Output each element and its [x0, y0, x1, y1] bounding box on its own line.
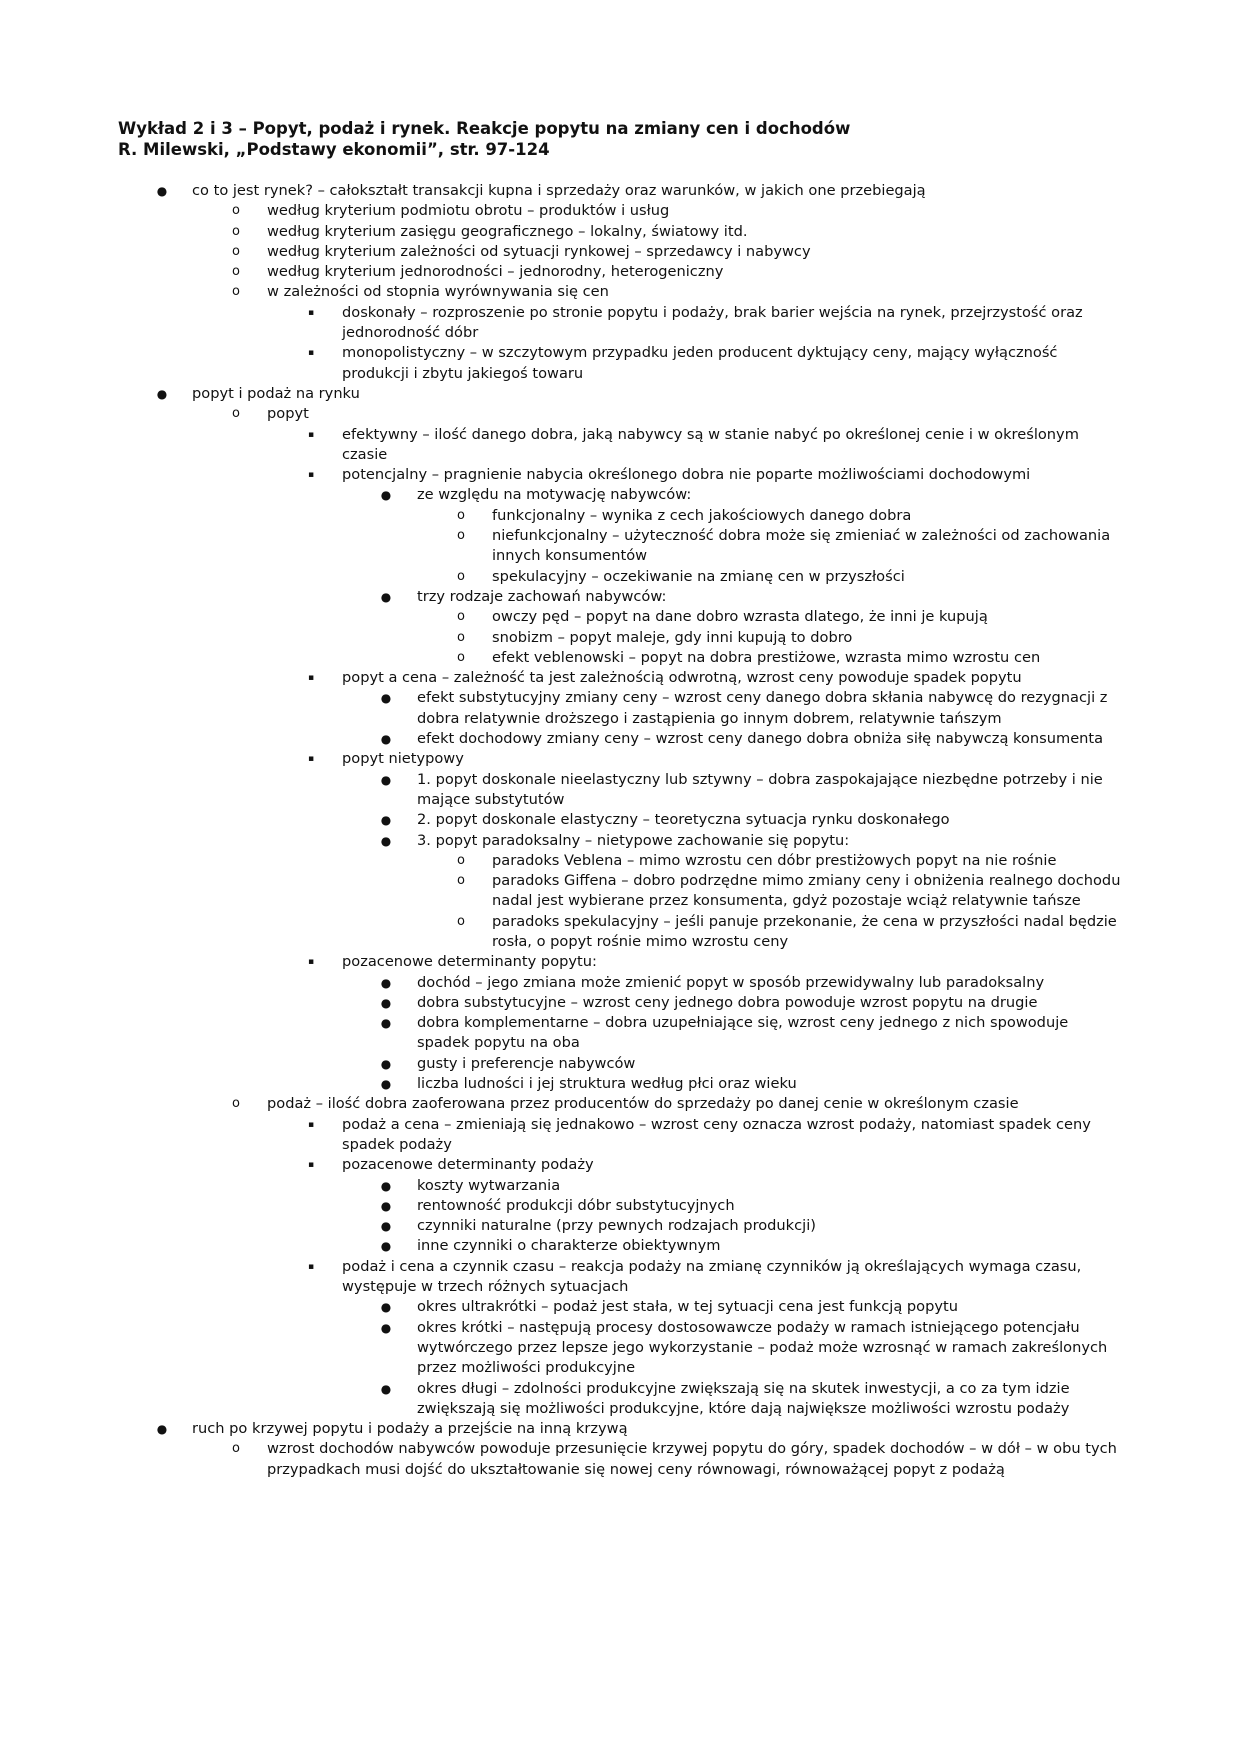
disc-bullet-icon: ● — [380, 1016, 392, 1031]
list-item-text: według kryterium zależności od sytuacji rynkowej – sprzedawcy i nabywcy — [267, 242, 811, 260]
circle-bullet-icon: o — [457, 507, 465, 523]
circle-bullet-icon: o — [457, 873, 465, 889]
list-item-text: ruch po krzywej popytu i podaży a przejście na inną krzywą — [192, 1420, 628, 1438]
disc-bullet-icon: ● — [380, 1056, 392, 1071]
disc-bullet-icon: ● — [380, 488, 392, 503]
list-item — [0, 1074, 1240, 1094]
list-item-text: dobra substytucyjne – wzrost ceny jednego dobra powoduje wzrost popytu na drugie — [417, 993, 1038, 1011]
list-item — [0, 1196, 1240, 1216]
disc-bullet-icon: ● — [156, 1422, 168, 1437]
list-item-text: funkcjonalny – wynika z cech jakościowych danego dobra — [492, 506, 912, 524]
circle-bullet-icon: o — [232, 406, 240, 422]
list-item — [0, 567, 1240, 587]
bullet-outline — [0, 181, 1240, 1480]
list-item-text: czynniki naturalne (przy pewnych rodzajach produkcji) — [417, 1217, 816, 1235]
list-item-text: rentowność produkcji dóbr substytucyjnych — [417, 1196, 735, 1214]
list-item-text: dochód – jego zmiana może zmienić popyt w sposób przewidywalny lub paradoksalny — [417, 973, 1045, 991]
list-item — [0, 1216, 1240, 1236]
square-bullet-icon: ▪ — [307, 348, 315, 359]
list-item-text: wzrost dochodów nabywców powoduje przesunięcie krzywej popytu do góry, spadek dochodów – w dół – w obu tych przypadkach musi dojść do ukształtowanie się nowej ceny równowagi, równoważącej popyt z podażą — [267, 1440, 1117, 1478]
list-item — [0, 688, 1240, 729]
list-item-text: owczy pęd – popyt na dane dobro wzrasta dlatego, że inni je kupują — [492, 608, 988, 626]
square-bullet-icon: ▪ — [307, 429, 315, 440]
list-item — [0, 343, 1240, 384]
list-item — [0, 993, 1240, 1013]
list-item — [0, 1236, 1240, 1256]
lecture-source: R. Milewski, „Podstawy ekonomii”, str. 97-124 — [118, 140, 550, 159]
square-bullet-icon: ▪ — [307, 957, 315, 968]
list-item — [0, 1379, 1240, 1420]
disc-bullet-icon: ● — [380, 1239, 392, 1254]
disc-bullet-icon: ● — [380, 1077, 392, 1092]
list-item-text: monopolistyczny – w szczytowym przypadku jeden producent dyktujący ceny, mający wyłączność produkcji i zbytu jakiegoś towaru — [342, 344, 1058, 382]
list-item — [0, 607, 1240, 627]
square-bullet-icon: ▪ — [307, 754, 315, 765]
list-item — [0, 871, 1240, 912]
list-item-text: efekt substytucyjny zmiany ceny – wzrost ceny danego dobra skłania nabywcę do rezygnacji z dobra relatywnie droższego i zastąpienia go innym dobrem, relatywnie tańszym — [417, 689, 1108, 727]
list-item — [0, 384, 1240, 404]
list-item — [0, 485, 1240, 505]
list-item — [0, 1257, 1240, 1298]
list-item-text: ze względu na motywację nabywców: — [417, 486, 692, 504]
list-item — [0, 1013, 1240, 1054]
list-item-text: 3. popyt paradoksalny – nietypowe zachowanie się popytu: — [417, 831, 850, 849]
list-item — [0, 222, 1240, 242]
list-item-text: popyt nietypowy — [342, 750, 464, 768]
list-item — [0, 628, 1240, 648]
list-item-text: efektywny – ilość danego dobra, jaką nabywcy są w stanie nabyć po określonej cenie i w określonym czasie — [342, 425, 1079, 463]
circle-bullet-icon: o — [457, 568, 465, 584]
list-item — [0, 181, 1240, 201]
lecture-title: Wykład 2 i 3 – Popyt, podaż i rynek. Reakcje popytu na zmiany cen i dochodów — [118, 119, 851, 138]
disc-bullet-icon: ● — [156, 386, 168, 401]
list-item-text: efekt dochodowy zmiany ceny – wzrost ceny danego dobra obniża siłę nabywczą konsumenta — [417, 730, 1104, 748]
list-item-text: okres długi – zdolności produkcyjne zwiększają się na skutek inwestycji, a co za tym idzie zwiększają się możliwości produkcyjne, które dają największe możliwości wzrostu podaży — [417, 1379, 1070, 1417]
list-item — [0, 1054, 1240, 1074]
list-item — [0, 831, 1240, 851]
list-item — [0, 810, 1240, 830]
list-item-text: snobizm – popyt maleje, gdy inni kupują to dobro — [492, 628, 853, 646]
list-item-text: podaż – ilość dobra zaoferowana przez producentów do sprzedaży po danej cenie w określonym czasie — [267, 1095, 1019, 1113]
square-bullet-icon: ▪ — [307, 673, 315, 684]
disc-bullet-icon: ● — [380, 772, 392, 787]
square-bullet-icon: ▪ — [307, 1160, 315, 1171]
list-item-text: inne czynniki o charakterze obiektywnym — [417, 1237, 721, 1255]
disc-bullet-icon: ● — [380, 1320, 392, 1335]
list-item-text: paradoks Veblena – mimo wzrostu cen dóbr prestiżowych popyt na nie rośnie — [492, 851, 1057, 869]
list-item-text: popyt a cena – zależność ta jest zależnością odwrotną, wzrost ceny powoduje spadek popytu — [342, 669, 1022, 687]
list-item — [0, 729, 1240, 749]
list-item-text: okres ultrakrótki – podaż jest stała, w tej sytuacji cena jest funkcją popytu — [417, 1298, 958, 1316]
circle-bullet-icon: o — [232, 223, 240, 239]
list-item-text: popyt — [267, 405, 309, 423]
list-item-text: trzy rodzaje zachowań nabywców: — [417, 587, 667, 605]
disc-bullet-icon: ● — [380, 1198, 392, 1213]
list-item — [0, 1419, 1240, 1439]
list-item — [0, 749, 1240, 769]
square-bullet-icon: ▪ — [307, 307, 315, 318]
list-item-text: gusty i preferencje nabywców — [417, 1054, 636, 1072]
disc-bullet-icon: ● — [380, 732, 392, 747]
lecture-heading — [118, 118, 850, 160]
list-item — [0, 851, 1240, 871]
list-item — [0, 1115, 1240, 1156]
list-item-text: okres krótki – następują procesy dostosowawcze podaży w ramach istniejącego potencjału wytwórczego przez lepsze jego wykorzystanie – podaż może wzrosnąć w ramach zakreślonych przez możliwości produkcyjne — [417, 1318, 1108, 1377]
list-item — [0, 1439, 1240, 1480]
list-item — [0, 404, 1240, 424]
list-item-text: według kryterium podmiotu obrotu – produktów i usług — [267, 202, 670, 220]
disc-bullet-icon: ● — [380, 995, 392, 1010]
circle-bullet-icon: o — [457, 528, 465, 544]
disc-bullet-icon: ● — [380, 833, 392, 848]
list-item-text: liczba ludności i jej struktura według płci oraz wieku — [417, 1075, 797, 1093]
square-bullet-icon: ▪ — [307, 470, 315, 481]
circle-bullet-icon: o — [232, 264, 240, 280]
list-item — [0, 465, 1240, 485]
list-item — [0, 668, 1240, 688]
list-item-text: w zależności od stopnia wyrównywania się cen — [267, 283, 609, 301]
list-item-text: według kryterium zasięgu geograficznego – lokalny, światowy itd. — [267, 222, 748, 240]
list-item-text: podaż i cena a czynnik czasu – reakcja podaży na zmianę czynników ją określających wymaga czasu, występuje w trzech różnych sytuacjach — [342, 1257, 1082, 1296]
disc-bullet-icon: ● — [380, 975, 392, 990]
list-item-text: 2. popyt doskonale elastyczny – teoretyczna sytuacja rynku doskonałego — [417, 811, 950, 829]
list-item-text: niefunkcjonalny – użyteczność dobra może się zmieniać w zależności od zachowania innych konsumentów — [492, 527, 1111, 565]
circle-bullet-icon: o — [457, 649, 465, 665]
list-item — [0, 303, 1240, 344]
list-item-text: popyt i podaż na rynku — [192, 384, 360, 402]
list-item — [0, 242, 1240, 262]
list-item — [0, 648, 1240, 668]
list-item-text: efekt veblenowski – popyt na dobra prestiżowe, wzrasta mimo wzrostu cen — [492, 648, 1041, 666]
disc-bullet-icon: ● — [380, 1300, 392, 1315]
list-item-text: paradoks Giffena – dobro podrzędne mimo zmiany ceny i obniżenia realnego dochodu nadal jest wybierane przez konsumenta, gdyż pozostaje wciąż relatywnie tańsze — [492, 872, 1121, 910]
list-item — [0, 262, 1240, 282]
circle-bullet-icon: o — [457, 609, 465, 625]
list-item — [0, 201, 1240, 221]
list-item — [0, 1094, 1240, 1114]
circle-bullet-icon: o — [232, 243, 240, 259]
list-item — [0, 1318, 1240, 1379]
circle-bullet-icon: o — [232, 203, 240, 219]
disc-bullet-icon: ● — [380, 1381, 392, 1396]
disc-bullet-icon: ● — [380, 1178, 392, 1193]
list-item-text: koszty wytwarzania — [417, 1176, 561, 1194]
list-item-text: potencjalny – pragnienie nabycia określonego dobra nie poparte możliwościami dochodowymi — [342, 466, 1031, 484]
circle-bullet-icon: o — [457, 852, 465, 868]
list-item — [0, 770, 1240, 811]
square-bullet-icon: ▪ — [307, 1119, 315, 1130]
list-item-text: spekulacyjny – oczekiwanie na zmianę cen w przyszłości — [492, 567, 905, 585]
square-bullet-icon: ▪ — [307, 1261, 315, 1272]
list-item-text: pozacenowe determinanty popytu: — [342, 953, 597, 971]
list-item-text: 1. popyt doskonale nieelastyczny lub sztywny – dobra zaspokajające niezbędne potrzeby i nie mające substytutów — [417, 770, 1103, 808]
circle-bullet-icon: o — [232, 1096, 240, 1112]
list-item-text: pozacenowe determinanty podaży — [342, 1156, 594, 1174]
list-item — [0, 912, 1240, 953]
list-item — [0, 587, 1240, 607]
disc-bullet-icon: ● — [156, 184, 168, 198]
list-item-text: doskonały – rozproszenie po stronie popytu i podaży, brak barier wejścia na rynek, przejrzystość oraz jednorodność dóbr — [342, 303, 1083, 342]
list-item-text: podaż a cena – zmieniają się jednakowo – wzrost ceny oznacza wzrost podaży, natomiast spadek ceny spadek podaży — [342, 1115, 1091, 1153]
list-item-text: według kryterium jednorodności – jednorodny, heterogeniczny — [267, 263, 724, 281]
list-item — [0, 1297, 1240, 1317]
list-item — [0, 425, 1240, 466]
disc-bullet-icon: ● — [380, 1219, 392, 1234]
list-item-text: dobra komplementarne – dobra uzupełniające się, wzrost ceny jednego z nich spowoduje spadek popytu na oba — [417, 1014, 1069, 1052]
disc-bullet-icon: ● — [380, 691, 392, 706]
list-item-text: co to jest rynek? – całokształt transakcji kupna i sprzedaży oraz warunków, w jakich one przebiegają — [192, 182, 926, 199]
circle-bullet-icon: o — [457, 629, 465, 645]
list-item — [0, 952, 1240, 972]
circle-bullet-icon: o — [232, 1441, 240, 1457]
list-item — [0, 282, 1240, 302]
list-item — [0, 1155, 1240, 1175]
list-item — [0, 973, 1240, 993]
list-item — [0, 506, 1240, 526]
circle-bullet-icon: o — [457, 913, 465, 929]
list-item-text: paradoks spekulacyjny – jeśli panuje przekonanie, że cena w przyszłości nadal będzie rosła, o popyt rośnie mimo wzrostu ceny — [492, 912, 1117, 950]
disc-bullet-icon: ● — [380, 589, 392, 604]
list-item — [0, 1176, 1240, 1196]
list-item — [0, 526, 1240, 567]
disc-bullet-icon: ● — [380, 813, 392, 828]
circle-bullet-icon: o — [232, 284, 240, 300]
